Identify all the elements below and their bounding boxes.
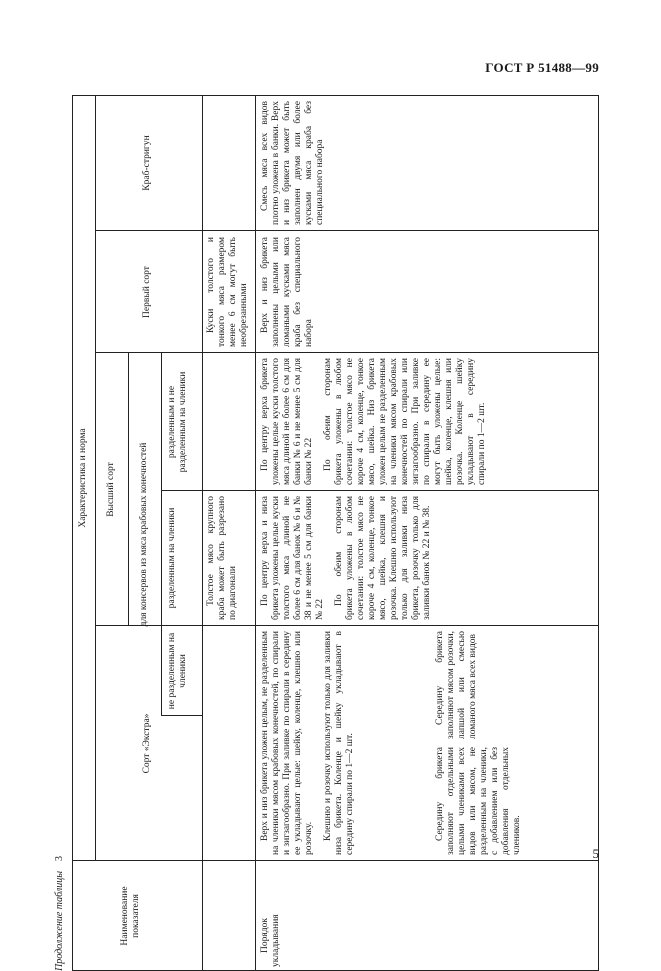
row-rule-1 [255, 95, 256, 971]
rotated-table-sheet [52, 95, 600, 971]
table-border-top [72, 95, 73, 971]
header-indicator: Наименование показателя [120, 886, 141, 946]
row2-divided-p1: По центру верха и низа брикета уложены целые куски толстого мяса длиной не более 6 см для банок № 6 и № 38 и не менее 5 см для банки № 22 [260, 496, 325, 620]
header-extra: Сорт «Экстра» [142, 713, 152, 774]
row2-extra-right: Середину брикета заполняют мясом розочки, лапшой или смесью ломаного мяса всех видов [435, 631, 478, 739]
header-highest: Высший сорт [106, 462, 116, 517]
row2-extra [260, 631, 356, 855]
header-rule-1 [95, 95, 96, 861]
row1-first: Куски толстого и тонкого мяса размером менее 6 см могут быть необрезанными [206, 237, 249, 347]
col-rule-4 [95, 352, 598, 353]
header-rule-extra-split [161, 715, 202, 716]
header-rule-2 [128, 353, 129, 626]
row1-divided: Толстое мясо крупного краба может быть разрезано по диагонали [206, 496, 238, 620]
row2-divided [260, 496, 433, 620]
specification-table [52, 95, 600, 971]
page-number: 5 [592, 846, 599, 861]
row2-mixed [260, 358, 488, 485]
header-rule-4 [202, 95, 203, 971]
table-caption-number: 3 [54, 855, 65, 861]
header-divided-and-not: разделенным и не разделенным на членики [167, 371, 188, 473]
standard-number: ГОСТ Р 51488—99 [485, 60, 599, 75]
row2-first: Верх и низ брикета заполнены целыми или ломаными кусками мяса краба без специального набора [260, 237, 314, 347]
header-shredded: Краб-стригун [142, 135, 152, 191]
row2-shredded: Смесь мяса всех видов плотно уложена в банки. Верх и низ брикета может быть заполнен двумя или более кусками мяса краба без специального набора [260, 101, 325, 225]
table-border-bottom [598, 95, 599, 971]
header-rule-3 [161, 353, 162, 716]
table-caption: Продолжение таблицы3 [54, 855, 65, 971]
col-rule-5 [95, 230, 598, 231]
row2-divided-p2: По обеим сторонам брикета уложены в любом сочетании: толстое мясо не короче 4 см, коленце, тонкое мясо, шейка, клешня и розочка. Клешню используют только для заливки низа брикета, розочку только для заливки банок № 22 и № 38. [334, 496, 432, 620]
row2-mixed-p2: По обеим сторонам брикета уложены в любом сочетании: толстое мясо не короче 4 см, коленце, тонкое мясо, шейка. Низ брикета уложен целым не разделенным на членики мясом крабовых конечностей по спирали или зигзагообразно. При заливке по спирали в середину ее могут быть уложены целые: шейка, коленце, клешня или розочка. Коленце шейку укладывают в середину спирали по 1—2 шт. [323, 358, 487, 485]
row2-extra-left: Середину брикета заполняют отдельными целыми члениками всех видов или мясом, не разделенным на членики, с добавлением или без добавления отдельных члеников. [435, 747, 522, 855]
header-spec: Характеристика и норма [78, 428, 88, 528]
header-canned: для консервов из мяса крабовых конечностей [139, 442, 149, 627]
header-first: Первый сорт [142, 266, 152, 318]
col-rule-3 [161, 490, 598, 491]
header-divided: разделенным на членики [167, 507, 177, 609]
row2-extra-p1: Верх и низ брикета уложен целым, не разделенным на членики мясом крабовых конечностей, по спирали и зигзагообразно. При заливке по спирали в середину ее укладывают целые: шейку, коленце, клешню или розочку. [260, 631, 314, 855]
row2-extra-p2: Клешню и розочку используют только для заливки низа брикета. Коленце и шейку укладывают в середину спирали по 1—2 шт. [323, 631, 355, 855]
header-not-divided: не разделенным на членики [167, 632, 188, 710]
row2-mixed-p1: По центру верха брикета уложены целые куски толстого мяса длиной не более 6 см для банки № 6 и не менее 5 см для банки № 22 [260, 358, 314, 485]
row2-indicator: Порядок укладывания [260, 914, 281, 967]
col-rule-2 [95, 625, 598, 626]
